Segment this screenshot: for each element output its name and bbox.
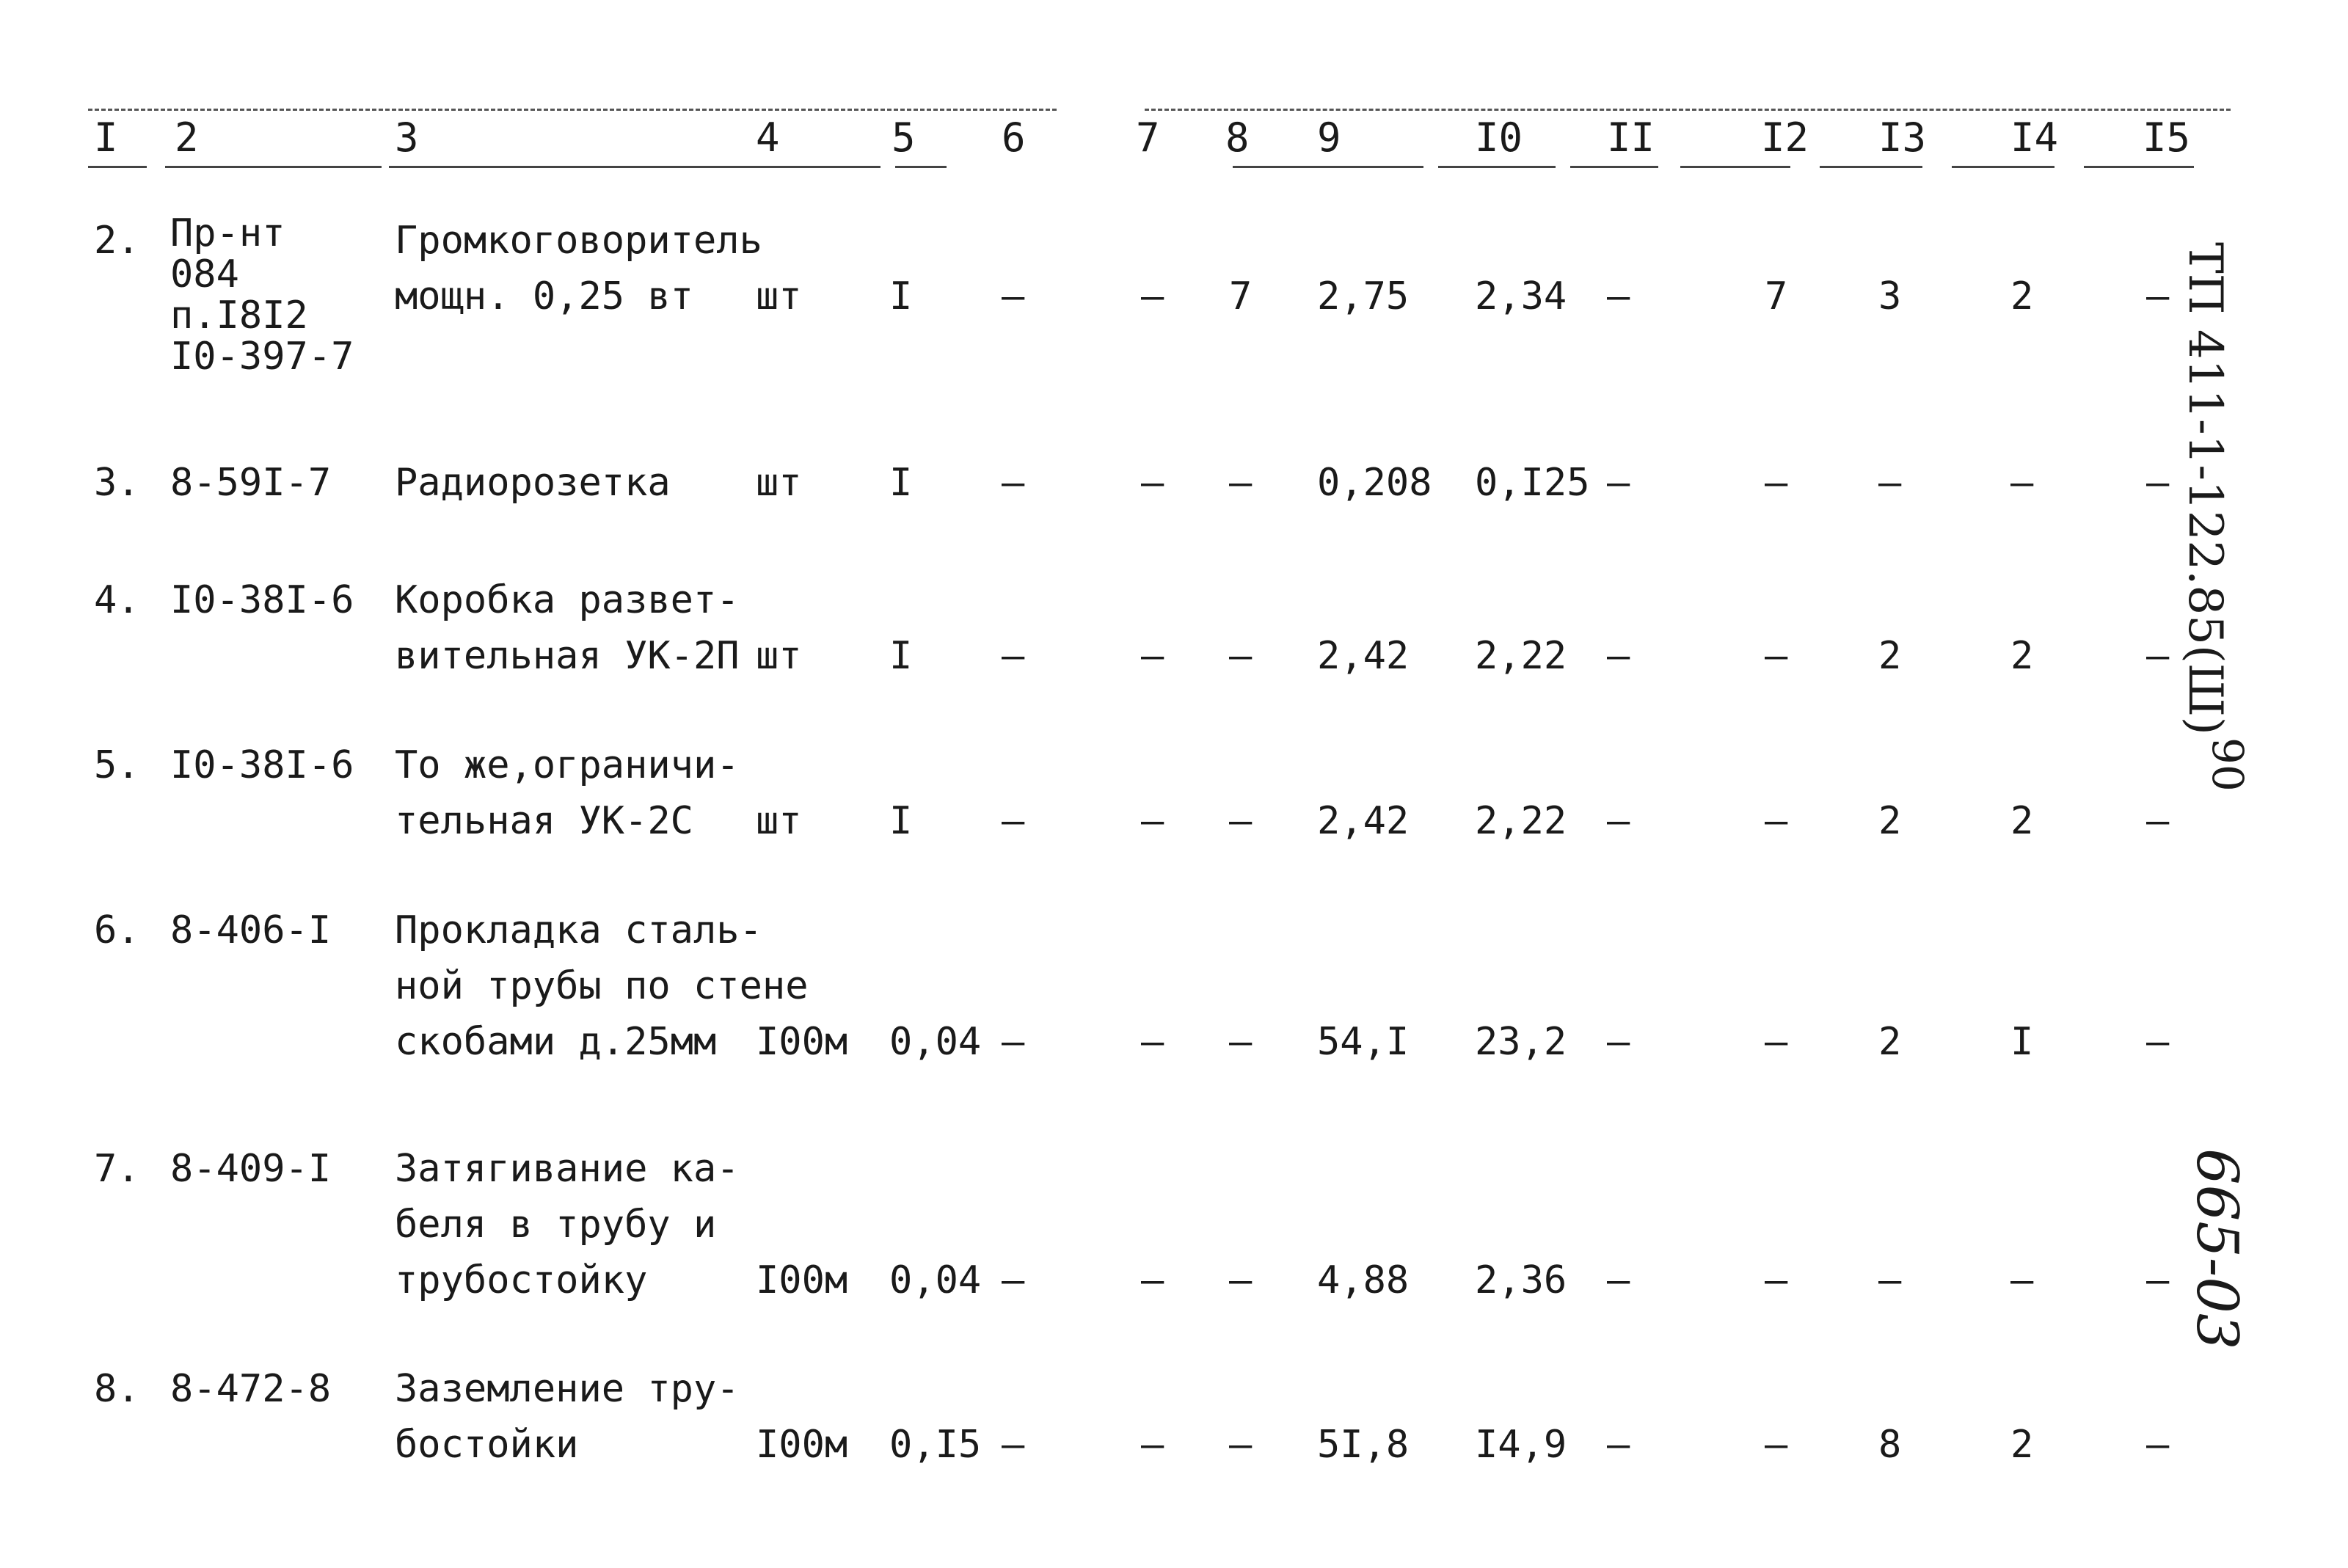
- item-name: мощн. 0,25 вт: [395, 274, 693, 318]
- value-cell-c5: 0,04: [889, 1020, 982, 1064]
- item-name: вительная УК-2П: [395, 634, 740, 678]
- value-cell-c13: –: [1878, 461, 1902, 505]
- column-header-14: I4: [2010, 114, 2059, 161]
- value-cell-c6: –: [1002, 461, 1025, 505]
- header-underline: [165, 166, 382, 168]
- value-cell-c11: –: [1607, 1423, 1630, 1467]
- value-cell-c9: 4,88: [1317, 1258, 1410, 1302]
- value-cell-c13: 3: [1878, 274, 1902, 318]
- unit-cell: I00м: [756, 1258, 848, 1302]
- value-cell-c9: 2,42: [1317, 634, 1410, 678]
- value-cell-c6: –: [1002, 634, 1025, 678]
- value-cell-c13: –: [1878, 1258, 1902, 1302]
- header-underline: [88, 166, 147, 168]
- value-cell-c10: 2,34: [1475, 274, 1567, 318]
- value-cell-c12: –: [1765, 1423, 1788, 1467]
- column-header-9: 9: [1317, 114, 1341, 161]
- item-name: Прокладка сталь-: [395, 908, 762, 952]
- column-header-5: 5: [892, 114, 916, 161]
- value-cell-c14: I: [2010, 1020, 2034, 1064]
- normative-code: Пр-нт: [170, 211, 285, 255]
- header-underline: [2084, 166, 2194, 168]
- value-cell-c10: 2,22: [1475, 799, 1567, 843]
- header-underline: [1680, 166, 1790, 168]
- value-cell-c11: –: [1607, 799, 1630, 843]
- value-cell-c12: 7: [1765, 274, 1788, 318]
- value-cell-c7: –: [1141, 1020, 1164, 1064]
- row-number: 3.: [94, 461, 140, 505]
- normative-code: I0-397-7: [170, 335, 354, 379]
- value-cell-c15: –: [2146, 1423, 2170, 1467]
- value-cell-c7: –: [1141, 1423, 1164, 1467]
- page-number: 90: [2203, 737, 2253, 792]
- value-cell-c14: 2: [2010, 799, 2034, 843]
- item-name: бостойки: [395, 1423, 579, 1467]
- value-cell-c7: –: [1141, 634, 1164, 678]
- value-cell-c5: I: [889, 799, 913, 843]
- value-cell-c13: 2: [1878, 634, 1902, 678]
- value-cell-c13: 8: [1878, 1423, 1902, 1467]
- row-number: 7.: [94, 1147, 140, 1191]
- value-cell-c8: –: [1229, 1020, 1253, 1064]
- value-cell-c11: –: [1607, 634, 1630, 678]
- item-name: То же,ограничи-: [395, 743, 740, 787]
- value-cell-c15: –: [2146, 1258, 2170, 1302]
- value-cell-c6: –: [1002, 799, 1025, 843]
- normative-code: 8-409-I: [170, 1147, 332, 1191]
- column-header-1: I: [94, 114, 118, 161]
- value-cell-c15: –: [2146, 274, 2170, 318]
- value-cell-c5: I: [889, 634, 913, 678]
- item-name: Затягивание ка-: [395, 1147, 740, 1191]
- item-name: тельная УК-2С: [395, 799, 693, 843]
- row-number: 8.: [94, 1367, 140, 1411]
- value-cell-c14: –: [2010, 461, 2034, 505]
- normative-code: п.I8I2: [170, 293, 308, 338]
- value-cell-c9: 5I,8: [1317, 1423, 1410, 1467]
- row-number: 2.: [94, 219, 140, 263]
- value-cell-c10: 0,I25: [1475, 461, 1590, 505]
- header-underline: [895, 166, 947, 168]
- value-cell-c8: –: [1229, 1423, 1253, 1467]
- value-cell-c7: –: [1141, 1258, 1164, 1302]
- value-cell-c9: 54,I: [1317, 1020, 1410, 1064]
- value-cell-c12: –: [1765, 1258, 1788, 1302]
- document-code: ТП 411-1-122.85(Ш): [2178, 242, 2232, 735]
- item-name: трубостойку: [395, 1258, 648, 1302]
- value-cell-c12: –: [1765, 461, 1788, 505]
- header-underline: [1820, 166, 1922, 168]
- normative-code: 8-472-8: [170, 1367, 332, 1411]
- value-cell-c11: –: [1607, 1020, 1630, 1064]
- value-cell-c7: –: [1141, 799, 1164, 843]
- value-cell-c8: –: [1229, 1258, 1253, 1302]
- value-cell-c13: 2: [1878, 799, 1902, 843]
- normative-code: I0-38I-6: [170, 578, 354, 622]
- document-number: 665-03: [2184, 1148, 2250, 1350]
- item-name: Радиорозетка: [395, 461, 671, 505]
- value-cell-c8: –: [1229, 799, 1253, 843]
- value-cell-c6: –: [1002, 1258, 1025, 1302]
- column-header-15: I5: [2143, 114, 2191, 161]
- header-underline: [1952, 166, 2054, 168]
- item-name: беля в трубу и: [395, 1203, 717, 1247]
- value-cell-c5: I: [889, 461, 913, 505]
- value-cell-c5: 0,04: [889, 1258, 982, 1302]
- item-name: ной трубы по стене: [395, 964, 809, 1008]
- value-cell-c10: 23,2: [1475, 1020, 1567, 1064]
- value-cell-c8: –: [1229, 634, 1253, 678]
- unit-cell: I00м: [756, 1423, 848, 1467]
- value-cell-c8: –: [1229, 461, 1253, 505]
- unit-cell: шт: [756, 634, 802, 678]
- value-cell-c8: 7: [1229, 274, 1253, 318]
- value-cell-c10: 2,36: [1475, 1258, 1567, 1302]
- column-header-8: 8: [1225, 114, 1250, 161]
- column-header-12: I2: [1761, 114, 1809, 161]
- value-cell-c15: –: [2146, 461, 2170, 505]
- value-cell-c15: –: [2146, 634, 2170, 678]
- value-cell-c11: –: [1607, 274, 1630, 318]
- top-rule-left: [88, 109, 1057, 111]
- value-cell-c7: –: [1141, 274, 1164, 318]
- value-cell-c9: 0,208: [1317, 461, 1432, 505]
- value-cell-c11: –: [1607, 461, 1630, 505]
- header-underline: [1438, 166, 1556, 168]
- unit-cell: шт: [756, 274, 802, 318]
- value-cell-c6: –: [1002, 1423, 1025, 1467]
- row-number: 5.: [94, 743, 140, 787]
- value-cell-c13: 2: [1878, 1020, 1902, 1064]
- value-cell-c5: I: [889, 274, 913, 318]
- unit-cell: шт: [756, 799, 802, 843]
- item-name: Коробка развет-: [395, 578, 740, 622]
- item-name: Заземление тру-: [395, 1367, 740, 1411]
- value-cell-c12: –: [1765, 634, 1788, 678]
- value-cell-c5: 0,I5: [889, 1423, 982, 1467]
- normative-code: 8-406-I: [170, 908, 332, 952]
- column-header-2: 2: [175, 114, 199, 161]
- unit-cell: шт: [756, 461, 802, 505]
- header-underline: [1233, 166, 1423, 168]
- header-underline: [389, 166, 880, 168]
- normative-code: I0-38I-6: [170, 743, 354, 787]
- column-header-13: I3: [1878, 114, 1927, 161]
- value-cell-c6: –: [1002, 274, 1025, 318]
- column-header-6: 6: [1002, 114, 1026, 161]
- value-cell-c7: –: [1141, 461, 1164, 505]
- value-cell-c9: 2,42: [1317, 799, 1410, 843]
- normative-code: 8-59I-7: [170, 461, 332, 505]
- value-cell-c14: 2: [2010, 634, 2034, 678]
- value-cell-c14: 2: [2010, 274, 2034, 318]
- item-name: скобами д.25мм: [395, 1020, 717, 1064]
- column-header-3: 3: [395, 114, 419, 161]
- top-rule-right: [1145, 109, 2231, 111]
- column-header-10: I0: [1475, 114, 1523, 161]
- column-header-7: 7: [1136, 114, 1160, 161]
- value-cell-c10: I4,9: [1475, 1423, 1567, 1467]
- row-number: 6.: [94, 908, 140, 952]
- column-header-11: II: [1607, 114, 1655, 161]
- value-cell-c15: –: [2146, 799, 2170, 843]
- value-cell-c9: 2,75: [1317, 274, 1410, 318]
- value-cell-c6: –: [1002, 1020, 1025, 1064]
- value-cell-c12: –: [1765, 799, 1788, 843]
- value-cell-c14: 2: [2010, 1423, 2034, 1467]
- column-header-4: 4: [756, 114, 780, 161]
- unit-cell: I00м: [756, 1020, 848, 1064]
- value-cell-c10: 2,22: [1475, 634, 1567, 678]
- normative-code: 084: [170, 252, 239, 296]
- row-number: 4.: [94, 578, 140, 622]
- value-cell-c14: –: [2010, 1258, 2034, 1302]
- header-underline: [1570, 166, 1658, 168]
- item-name: Громкоговоритель: [395, 219, 762, 263]
- value-cell-c15: –: [2146, 1020, 2170, 1064]
- value-cell-c11: –: [1607, 1258, 1630, 1302]
- value-cell-c12: –: [1765, 1020, 1788, 1064]
